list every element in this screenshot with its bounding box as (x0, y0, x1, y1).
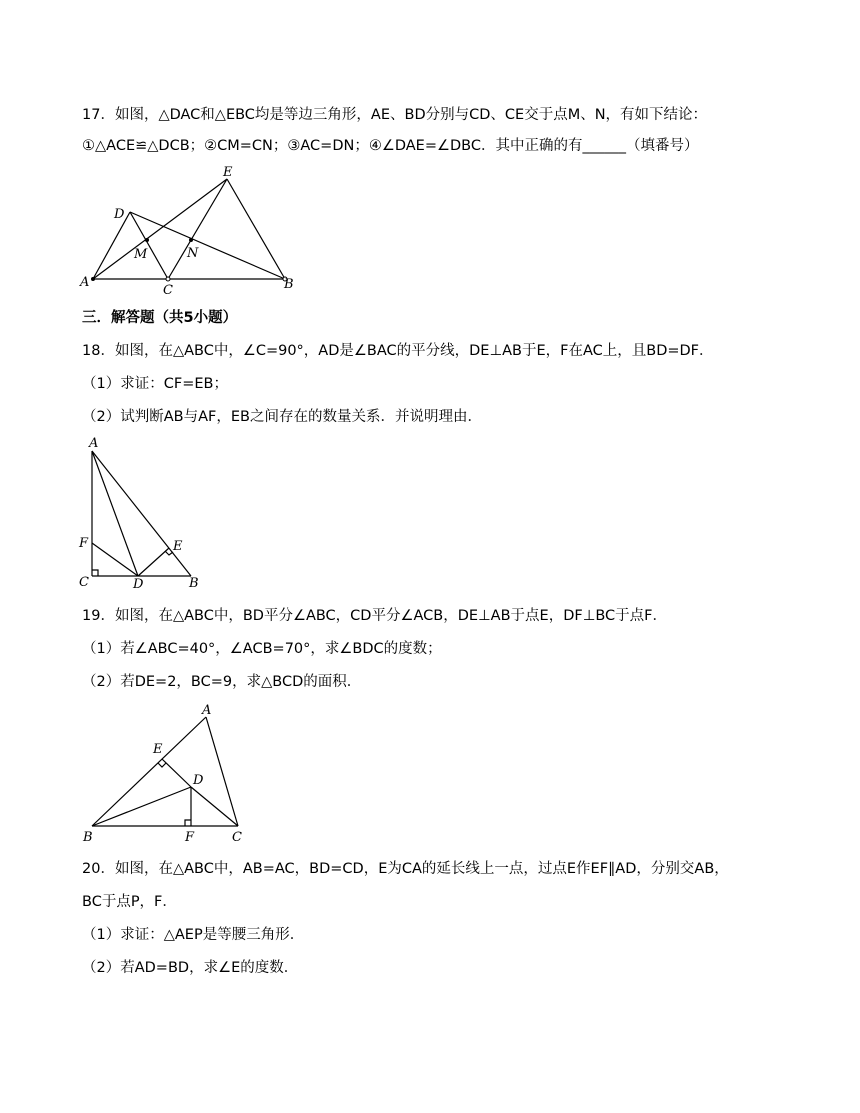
q18-figure (70, 433, 220, 593)
q18-label-F: F (79, 536, 89, 551)
q17-label-D: D (114, 207, 125, 222)
q19-label-B: B (83, 830, 93, 845)
q20-part1: （1）求证：△AEP是等腰三角形． (82, 927, 305, 943)
q17-label-A: A (80, 275, 90, 290)
q17-label-C: C (163, 283, 173, 295)
q17-figure (70, 160, 310, 295)
q17-label-N: N (187, 246, 199, 261)
q18-part1: （1）求证：CF=EB； (82, 376, 228, 392)
q18-label-E: E (173, 539, 183, 554)
q17-label-M: M (134, 247, 148, 262)
q18-part2: （2）试判断AB与AF，EB之间存在的数量关系．并说明理由． (82, 409, 482, 425)
q17-label-B: B (284, 277, 294, 292)
q18-label-D: D (133, 577, 144, 592)
q20-line2: BC于点P，F． (82, 894, 177, 910)
q19-part2: （2）若DE=2，BC=9，求△BCD的面积． (82, 674, 362, 690)
q19-label-C: C (232, 830, 242, 845)
q19-label-E: E (153, 742, 163, 757)
q18-stem: 18．如图，在△ABC中，∠C=90°，AD是∠BAC的平分线，DE⊥AB于E，F在AC上，且BD=DF． (82, 343, 714, 359)
q19-label-D: D (193, 773, 204, 788)
q18-label-C: C (79, 575, 89, 590)
q19-part1: （1）若∠ABC=40°，∠ACB=70°，求∠BDC的度数； (82, 641, 442, 657)
q20-part2: （2）若AD=BD，求∠E的度数． (82, 960, 299, 976)
section-heading: 三．解答题（共5小题） (82, 310, 238, 326)
q19-label-F: F (185, 830, 195, 845)
q20-line1: 20．如图，在△ABC中，AB=AC，BD=CD，E为CA的延长线上一点，过点E作EF∥AD，分别交AB， (82, 861, 729, 877)
q18-label-A: A (89, 436, 99, 451)
q17-line1: 17．如图，△DAC和△EBC均是等边三角形，AE、BD分别与CD、CE交于点M、N，有如下结论： (82, 107, 708, 123)
q19-stem: 19．如图，在△ABC中，BD平分∠ABC，CD平分∠ACB，DE⊥AB于点E，DF⊥BC于点F． (82, 608, 667, 624)
q17-line2: ①△ACE≌△DCB；②CM=CN；③AC=DN；④∠DAE=∠DBC．其中正确的有______（填番号） (82, 138, 699, 154)
q17-label-E: E (223, 165, 233, 180)
q18-label-B: B (189, 576, 199, 591)
q19-figure (75, 700, 265, 850)
q19-label-A: A (202, 703, 212, 718)
